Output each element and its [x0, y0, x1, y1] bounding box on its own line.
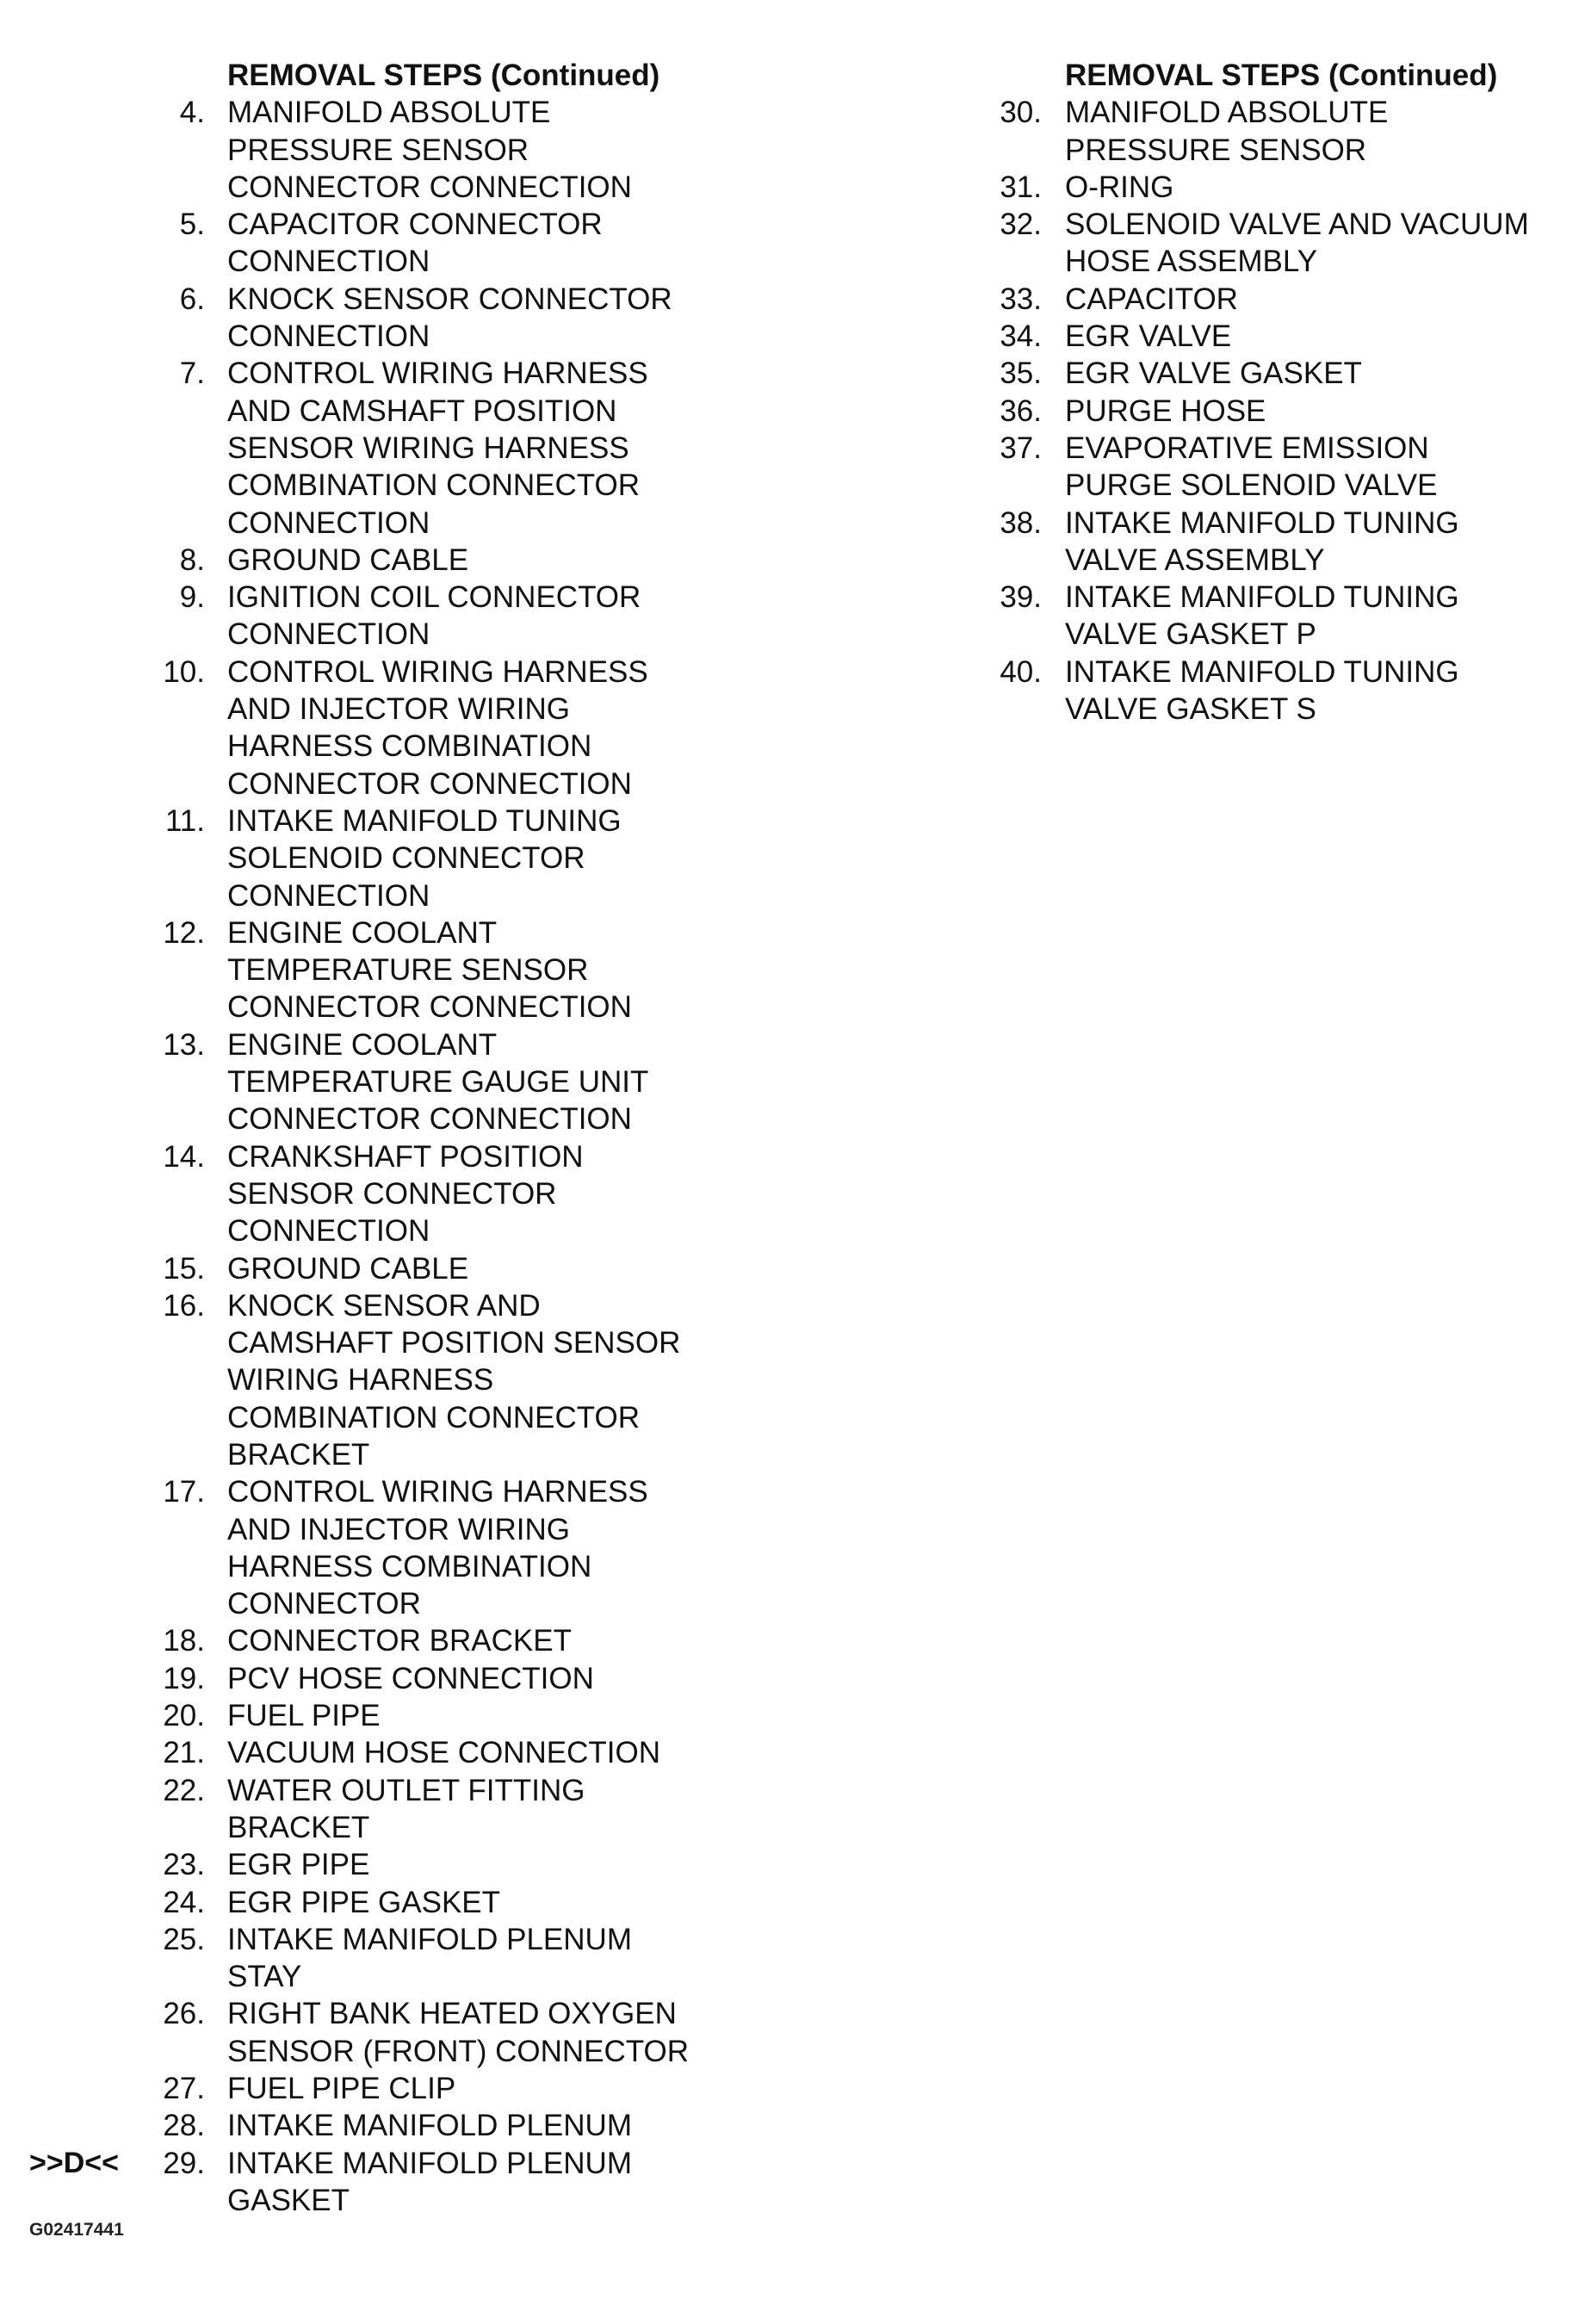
step-text: CONTROL WIRING HARNESS AND CAMSHAFT POSITION SENSOR WIRING HARNESS COMBINATION CONNECTOR CONNECTION [227, 356, 648, 540]
step-item [861, 169, 1585, 206]
right-column-heading: REMOVAL STEPS (Continued) [1065, 59, 1498, 92]
step-item [0, 1697, 775, 1734]
step-text: WATER OUTLET FITTING BRACKET [227, 1773, 585, 1844]
step-item [0, 1250, 775, 1287]
left-column [0, 57, 775, 2219]
step-text: MANIFOLD ABSOLUTE PRESSURE SENSOR [1065, 96, 1389, 167]
step-number: 35. [1000, 356, 1042, 391]
step-number: 25. [163, 1922, 205, 1956]
step-text: KNOCK SENSOR AND CAMSHAFT POSITION SENSOR WIRING HARNESS COMBINATION CONNECTOR BRACKET [227, 1288, 681, 1472]
step-item [861, 206, 1585, 281]
step-item [0, 914, 775, 1026]
step-text: INTAKE MANIFOLD TUNING VALVE GASKET P [1065, 580, 1459, 652]
step-item [0, 2070, 775, 2107]
step-number: 27. [163, 2072, 205, 2106]
step-item [861, 430, 1585, 505]
step-item [0, 94, 775, 206]
step-text: CONTROL WIRING HARNESS AND INJECTOR WIRING HARNESS COMBINATION CONNECTOR CONNECTION [227, 654, 648, 801]
step-text: KNOCK SENSOR CONNECTOR CONNECTION [227, 282, 672, 354]
right-column [861, 57, 1585, 728]
step-item [0, 803, 775, 914]
step-text: EVAPORATIVE EMISSION PURGE SOLENOID VALVE [1065, 431, 1438, 503]
step-text: CONNECTOR BRACKET [227, 1624, 572, 1658]
step-number: 6. [179, 282, 205, 316]
step-item [861, 281, 1585, 318]
step-text: FUEL PIPE CLIP [227, 2072, 456, 2106]
step-item [0, 2107, 775, 2144]
step-number: 28. [163, 2109, 205, 2143]
step-number: 16. [163, 1288, 205, 1323]
step-item [0, 355, 775, 541]
step-item [0, 654, 775, 803]
step-number: 4. [179, 96, 205, 130]
step-number: 26. [163, 1997, 205, 2031]
step-number: 8. [179, 542, 205, 577]
step-text: CRANKSHAFT POSITION SENSOR CONNECTOR CONNECTION [227, 1139, 584, 1249]
step-number: 22. [163, 1773, 205, 1807]
step-item [0, 1921, 775, 1996]
step-text: EGR PIPE [227, 1848, 370, 1882]
step-number: 12. [163, 915, 205, 950]
step-number: 19. [163, 1661, 205, 1695]
step-number: 24. [163, 1885, 205, 1919]
step-text: EGR VALVE [1065, 319, 1232, 354]
step-number: 39. [1000, 580, 1042, 615]
step-number: 5. [179, 208, 205, 242]
step-number: 21. [163, 1736, 205, 1770]
step-number: 11. [164, 803, 205, 838]
left-steps-list [0, 94, 775, 2219]
step-number: 17. [163, 1475, 205, 1509]
left-column-heading: REMOVAL STEPS (Continued) [227, 59, 660, 92]
step-number: 29. [163, 2146, 205, 2180]
step-item [0, 1995, 775, 2070]
step-text: EGR PIPE GASKET [227, 1885, 501, 1919]
step-text: INTAKE MANIFOLD TUNING VALVE ASSEMBLY [1065, 505, 1459, 577]
step-item [861, 654, 1585, 728]
step-item [861, 355, 1585, 392]
step-number: 31. [1000, 170, 1042, 204]
step-item [0, 1138, 775, 1250]
step-item [0, 281, 775, 356]
step-number: 36. [1000, 394, 1042, 428]
step-text: ENGINE COOLANT TEMPERATURE GAUGE UNIT CONNECTOR CONNECTION [227, 1027, 649, 1137]
step-item [0, 206, 775, 281]
step-text: MANIFOLD ABSOLUTE PRESSURE SENSOR CONNECTOR CONNECTION [227, 96, 632, 204]
step-text: INTAKE MANIFOLD PLENUM STAY [227, 1922, 632, 1994]
step-text: INTAKE MANIFOLD TUNING VALVE GASKET S [1065, 654, 1459, 727]
step-text: PURGE HOSE [1065, 394, 1266, 428]
step-item [0, 1287, 775, 1473]
step-number: 34. [1000, 319, 1042, 354]
step-number: 15. [163, 1251, 205, 1286]
step-text: EGR VALVE GASKET [1065, 356, 1362, 391]
step-text: SOLENOID VALVE AND VACUUM HOSE ASSEMBLY [1065, 208, 1529, 279]
step-text: INTAKE MANIFOLD TUNING SOLENOID CONNECTOR CONNECTION [227, 803, 622, 913]
step-text: INTAKE MANIFOLD PLENUM GASKET [227, 2146, 632, 2217]
step-text: CAPACITOR [1065, 282, 1238, 316]
step-number: 23. [163, 1848, 205, 1882]
step-number: 13. [163, 1027, 205, 1062]
step-number: 9. [179, 580, 205, 615]
figure-id: G02417441 [29, 2220, 124, 2240]
step-number: 7. [179, 356, 205, 391]
step-item [0, 542, 775, 579]
step-number: 14. [163, 1139, 205, 1174]
step-item [0, 1846, 775, 1883]
step-item [0, 1622, 775, 1659]
step-text: VACUUM HOSE CONNECTION [227, 1736, 660, 1770]
step-number: 37. [1000, 431, 1042, 465]
step-number: 20. [163, 1699, 205, 1733]
step-item [861, 94, 1585, 169]
step-item [0, 1660, 775, 1697]
step-item [0, 1884, 775, 1921]
step-number: 18. [163, 1624, 205, 1658]
step-text: IGNITION COIL CONNECTOR CONNECTION [227, 580, 641, 652]
step-item [861, 318, 1585, 355]
step-item [861, 505, 1585, 579]
step-marker: >>D<< [29, 2146, 119, 2179]
step-number: 30. [1000, 96, 1042, 130]
step-text: RIGHT BANK HEATED OXYGEN SENSOR (FRONT) CONNECTOR [227, 1997, 690, 2068]
step-number: 10. [163, 654, 205, 689]
step-number: 38. [1000, 505, 1042, 540]
step-item [0, 2145, 775, 2220]
step-text: FUEL PIPE [227, 1699, 381, 1733]
step-item [0, 1473, 775, 1622]
step-text: PCV HOSE CONNECTION [227, 1661, 594, 1695]
step-text: ENGINE COOLANT TEMPERATURE SENSOR CONNECTOR CONNECTION [227, 915, 632, 1025]
step-text: CAPACITOR CONNECTOR CONNECTION [227, 208, 603, 279]
step-item [0, 1026, 775, 1138]
step-number: 40. [1000, 654, 1042, 689]
step-text: O-RING [1065, 170, 1174, 204]
step-text: INTAKE MANIFOLD PLENUM [227, 2109, 632, 2143]
step-text: GROUND CABLE [227, 542, 469, 577]
step-item [0, 1734, 775, 1771]
step-item [861, 393, 1585, 430]
step-number: 32. [1000, 208, 1042, 242]
step-item [0, 1772, 775, 1847]
right-steps-list [861, 94, 1585, 728]
step-text: CONTROL WIRING HARNESS AND INJECTOR WIRING HARNESS COMBINATION CONNECTOR [227, 1475, 648, 1621]
step-item [0, 579, 775, 654]
step-item [861, 579, 1585, 654]
step-number: 33. [1000, 282, 1042, 316]
step-text: GROUND CABLE [227, 1251, 469, 1286]
